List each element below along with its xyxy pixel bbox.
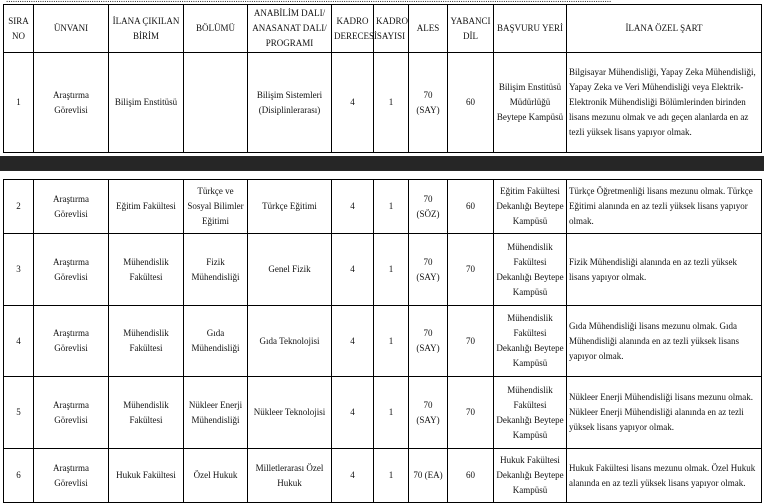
table-row	[4, 377, 762, 449]
table-row	[4, 234, 762, 306]
cell-sayi: 1	[374, 234, 409, 306]
cell-anabilim: Milletlerarası Özel Hukuk	[248, 449, 332, 503]
cell-anabilim: Genel Fizik	[248, 234, 332, 306]
header-ilana-ozel-sart: İLANA ÖZEL ŞART	[567, 5, 762, 53]
cell-birim: Mühendislik Fakültesi	[109, 234, 184, 306]
header-ilana-cikilan-birim: İLANA ÇIKILAN BİRİM	[109, 5, 184, 53]
cell-ales: 70 (SAY)	[409, 306, 448, 377]
cell-basvuru: Mühendislik Fakültesi Dekanlığı Beytepe Kampüsü	[494, 234, 567, 306]
cell-unvan: Araştırma Görevlisi	[34, 180, 109, 234]
cell-birim: Mühendislik Fakültesi	[109, 306, 184, 377]
header-unvani: ÜNVANI	[34, 5, 109, 53]
cell-derece: 4	[332, 53, 374, 153]
table-row	[4, 180, 762, 234]
cell-no: 1	[4, 53, 34, 153]
cell-ales: 70 (SAY)	[409, 53, 448, 153]
cell-derece: 4	[332, 449, 374, 503]
cell-derece: 4	[332, 234, 374, 306]
cell-basvuru: Mühendislik Fakültesi Dekanlığı Beytepe Kampüsü	[494, 306, 567, 377]
cell-dil: 60	[448, 180, 494, 234]
cell-birim: Hukuk Fakültesi	[109, 449, 184, 503]
cell-basvuru: Hukuk Fakültesi Dekanlığı Beytepe Kampüsü	[494, 449, 567, 503]
cell-derece: 4	[332, 180, 374, 234]
cell-dil: 70	[448, 377, 494, 449]
cell-sayi: 1	[374, 377, 409, 449]
cell-ales: 70 (SAY)	[409, 234, 448, 306]
cell-bolum: Fizik Mühendisliği	[184, 234, 248, 306]
table-row	[4, 53, 762, 153]
cell-dil: 70	[448, 306, 494, 377]
cell-bolum: Türkçe ve Sosyal Bilimler Eğitimi	[184, 180, 248, 234]
cell-derece: 4	[332, 306, 374, 377]
cell-anabilim: Gıda Teknolojisi	[248, 306, 332, 377]
cell-anabilim: Bilişim Sistemleri (Disiplinlerarası)	[248, 53, 332, 153]
cell-sart: Türkçe Öğretmenliği lisans mezunu olmak. Türkçe Eğitimi alanında en az tezli yüksek lisans yapıyor olmak.	[567, 180, 762, 234]
header-yabanci-dil: YABANCI DİL	[448, 5, 494, 53]
table-row	[4, 306, 762, 377]
header-ales: ALES	[409, 5, 448, 53]
cell-no: 3	[4, 234, 34, 306]
header-kadro-sayisi: KADRO SAYISI	[374, 5, 409, 53]
cell-basvuru: Bilişim Enstitüsü Müdürlüğü Beytepe Kampüsü	[494, 53, 567, 153]
cell-derece: 4	[332, 377, 374, 449]
cell-ales: 70 (EA)	[409, 449, 448, 503]
cell-unvan: Araştırma Görevlisi	[34, 377, 109, 449]
header-basvuru-yeri: BAŞVURU YERİ	[494, 5, 567, 53]
cell-unvan: Araştırma Görevlisi	[34, 234, 109, 306]
cell-birim: Eğitim Fakültesi	[109, 180, 184, 234]
listing-table-bottom	[3, 179, 762, 503]
cell-anabilim: Nükleer Teknolojisi	[248, 377, 332, 449]
cell-dil: 60	[448, 53, 494, 153]
header-kadro-derecesi: KADRO DERECESİ	[332, 5, 374, 53]
table-row	[4, 449, 762, 503]
listing-table-top	[3, 4, 762, 153]
cell-anabilim: Türkçe Eğitimi	[248, 180, 332, 234]
cell-ales: 70 (SAY)	[409, 377, 448, 449]
header-bolumu: BÖLÜMÜ	[184, 5, 248, 53]
cell-bolum: Nükleer Enerji Mühendisliği	[184, 377, 248, 449]
cell-dil: 60	[448, 449, 494, 503]
cell-sart: Nükleer Enerji Mühendisliği lisans mezunu olmak. Nükleer Enerji Mühendisliği alanında en az tezli yüksek lisans yapıyor olmak.	[567, 377, 762, 449]
cell-no: 4	[4, 306, 34, 377]
header-row	[4, 5, 762, 53]
cell-birim: Mühendislik Fakültesi	[109, 377, 184, 449]
cell-dil: 70	[448, 234, 494, 306]
page-break-band	[0, 156, 764, 171]
cell-sayi: 1	[374, 180, 409, 234]
cell-no: 6	[4, 449, 34, 503]
cell-basvuru: Mühendislik Fakültesi Dekanlığı Beytepe Kampüsü	[494, 377, 567, 449]
cell-unvan: Araştırma Görevlisi	[34, 53, 109, 153]
cell-sayi: 1	[374, 53, 409, 153]
cell-unvan: Araştırma Görevlisi	[34, 306, 109, 377]
cell-sayi: 1	[374, 449, 409, 503]
cell-bolum: Özel Hukuk	[184, 449, 248, 503]
cell-no: 2	[4, 180, 34, 234]
cell-birim: Bilişim Enstitüsü	[109, 53, 184, 153]
cell-sart: Hukuk Fakültesi lisans mezunu olmak. Özel Hukuk alanında en az tezli yüksek lisans yapıyor olmak.	[567, 449, 762, 503]
header-anabilim-dali: ANABİLİM DALI/ ANASANAT DALI/ PROGRAMI	[248, 5, 332, 53]
cell-bolum	[184, 53, 248, 153]
cell-sart: Bilgisayar Mühendisliği, Yapay Zeka Mühendisliği, Yapay Zeka ve Veri Mühendisliği veya Elektrik-Elektronik Mühendisliği Bölümlerinden birinden lisans mezunu olmak ve adı geçen alanlarda en az tezli yüksek lisans yapıyor olmak.	[567, 53, 762, 153]
cell-sayi: 1	[374, 306, 409, 377]
cell-unvan: Araştırma Görevlisi	[34, 449, 109, 503]
header-sira-no: SIRA NO	[4, 5, 34, 53]
cell-no: 5	[4, 377, 34, 449]
cell-sart: Fizik Mühendisliği alanında en az tezli yüksek lisans yapıyor olmak.	[567, 234, 762, 306]
cell-sart: Gıda Mühendisliği lisans mezunu olmak. Gıda Mühendisliği alanında en az tezli yüksek lisans yapıyor olmak.	[567, 306, 762, 377]
cell-bolum: Gıda Mühendisliği	[184, 306, 248, 377]
cell-ales: 70 (SÖZ)	[409, 180, 448, 234]
cell-basvuru: Eğitim Fakültesi Dekanlığı Beytepe Kampüsü	[494, 180, 567, 234]
